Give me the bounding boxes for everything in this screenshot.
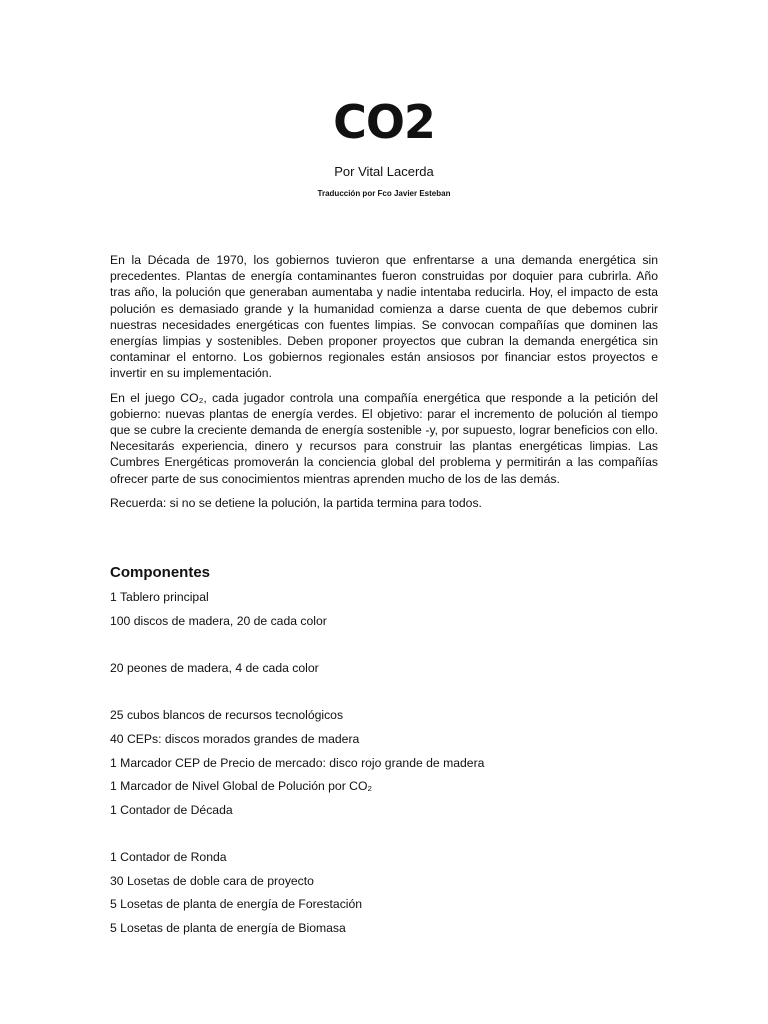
component-item-12: 5 Losetas de planta de energía de Biomasa: [110, 921, 346, 935]
component-item-2: 100 discos de madera, 20 de cada color: [110, 614, 327, 628]
intro-paragraph-3: Recuerda: si no se detiene la polución, la partida termina para todos.: [110, 495, 482, 510]
translator-line: Traducción por Fco Javier Esteban: [317, 189, 451, 198]
document-title: CO2: [333, 95, 435, 149]
component-item-6: 1 Marcador CEP de Precio de mercado: disco rojo grande de madera: [110, 756, 485, 770]
component-item-3: 20 peones de madera, 4 de cada color: [110, 661, 319, 675]
component-item-8: 1 Contador de Década: [110, 803, 233, 817]
author-line: Por Vital Lacerda: [334, 164, 434, 179]
components-heading: Componentes: [110, 564, 211, 581]
component-item-10: 30 Losetas de doble cara de proyecto: [110, 874, 314, 888]
component-item-11: 5 Losetas de planta de energía de Forestación: [110, 897, 363, 911]
component-item-5: 40 CEPs: discos morados grandes de madera: [110, 732, 360, 746]
component-item-9: 1 Contador de Ronda: [110, 850, 227, 864]
intro-paragraph-1: En la Década de 1970, los gobiernos tuvieron que enfrentarse a una demanda energética sin precedentes. Plantas de energía contaminantes fueron construidas por doquier para cubrirla. Año tras año, la polución que generaban aumentaba y nadie intentaba reducirla. Hoy, el impacto de esta polución es demasiado grande y la humanidad comienza a darse cuenta de que debemos cubrir nuestras necesidades energéticas con fuentes limpias. Se convocan compañías que dominen las energías limpias y sostenibles. Deben proponer proyectos que cubran la demanda energética sin contaminar el entorno. Los gobiernos regionales están ansiosos por financiar estos proyectos e invertir en su implementación.: [110, 253, 658, 381]
component-item-7: 1 Marcador de Nivel Global de Polución por CO₂: [110, 779, 373, 793]
intro-paragraph-2: En el juego CO₂, cada jugador controla una compañía energética que responde a la petición del gobierno: nuevas plantas de energía verdes. El objetivo: parar el incremento de polución al tiempo que se cubre la creciente demanda de energía sostenible -y, por supuesto, lograr beneficios con ello. Necesitarás experiencia, dinero y recursos para construir las plantas energéticas limpias. Las Cumbres Energéticas promoverán la conciencia global del problema y permitirán a las compañías ofrecer parte de sus conocimientos mientras aprenden mucho de los de las demás.: [110, 390, 658, 486]
component-item-1: 1 Tablero principal: [110, 590, 209, 604]
intro-section: [110, 252, 658, 519]
component-item-4: 25 cubos blancos de recursos tecnológicos: [110, 708, 344, 722]
